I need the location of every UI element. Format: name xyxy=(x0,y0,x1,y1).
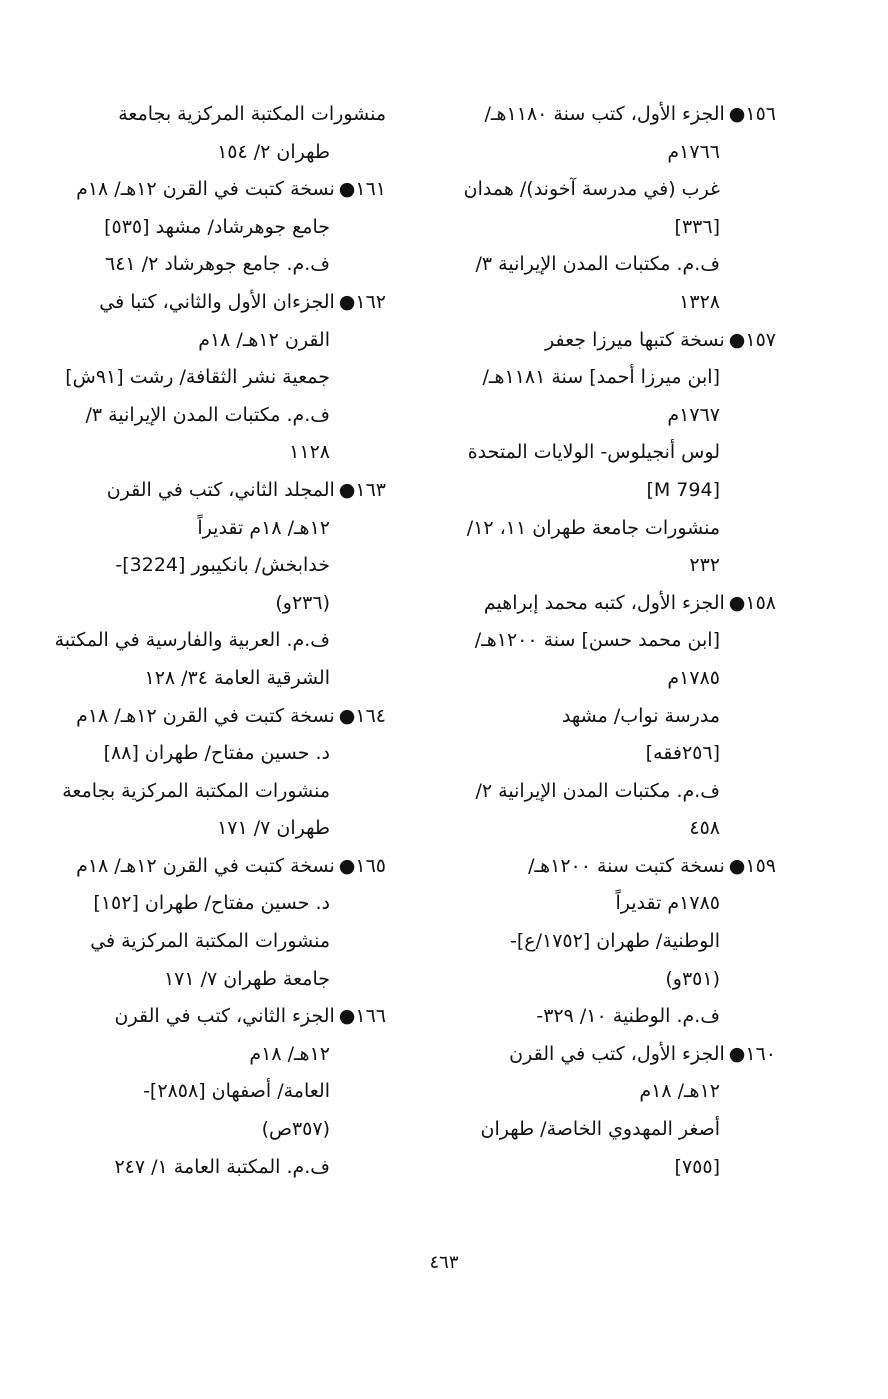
entry-text: الجزء الأول، كتب سنة ١١٨٠هـ/ xyxy=(484,103,725,125)
entry-line: أصغر المهدوي الخاصة/ طهران xyxy=(480,1118,720,1141)
entry-text: الجزءان الأول والثاني، كتبا في xyxy=(99,290,335,313)
entry-line: ف.م. مكتبات المدن الإيرانية ٢/ xyxy=(475,779,720,802)
entry-line: ١٧٦٧م xyxy=(667,403,720,426)
entry-line: ف.م. مكتبات المدن الإيرانية ٣/ xyxy=(85,403,330,426)
entry-first-line xyxy=(46,284,386,322)
catalog-entry xyxy=(438,96,776,322)
entry-number: ١٦٣ xyxy=(355,478,386,501)
entry-line: جامع جوهرشاد/ مشهد [٥٣٥] xyxy=(104,215,330,238)
entry-line: طهران ٢/ ١٥٤ xyxy=(217,140,330,163)
entry-text: نسخة كتبت في القرن ١٢هـ/ ١٨م xyxy=(76,704,335,727)
catalog-entry xyxy=(46,171,386,284)
entry-line: العامة/ أصفهان [٢٨٥٨]- xyxy=(143,1080,330,1103)
catalog-entry xyxy=(46,848,386,998)
entry-text: نسخة كتبت سنة ١٢٠٠هـ/ xyxy=(528,854,725,877)
entry-line: لوس أنجيلوس- الولايات المتحدة xyxy=(467,441,720,464)
catalog-entry xyxy=(46,698,386,848)
entry-number: ١٦٦ xyxy=(355,1005,386,1028)
entry-first-line xyxy=(438,96,776,134)
entry-number: ١٥٨ xyxy=(745,591,776,614)
entry-text: المجلد الثاني، كتب في القرن xyxy=(106,478,335,501)
entry-number: ١٦٥ xyxy=(355,854,386,877)
entry-line: ١٧٦٦م xyxy=(667,140,720,163)
entry-line: الوطنية/ طهران [١٧٥٢/ع]- xyxy=(510,930,720,953)
entry-first-line xyxy=(46,171,386,209)
bullet-icon: ● xyxy=(728,328,746,351)
entry-number: ١٦١ xyxy=(355,178,386,201)
entry-line: الشرقية العامة ٣٤/ ١٢٨ xyxy=(144,666,330,689)
entry-line: منشورات المكتبة المركزية بجامعة xyxy=(62,779,330,802)
entry-text: الجزء الثاني، كتب في القرن xyxy=(114,1005,335,1028)
bullet-icon: ● xyxy=(338,478,356,501)
entry-line: (٣٥٧ص) xyxy=(261,1118,330,1141)
entry-number: ١٥٩ xyxy=(745,854,776,877)
entry-number: ١٦٤ xyxy=(355,704,386,727)
entry-line: [ابن ميرزا أحمد] سنة ١١٨١هـ/ xyxy=(482,366,720,389)
left-column xyxy=(46,96,386,1186)
bullet-icon: ● xyxy=(338,178,356,201)
entry-first-line xyxy=(438,322,776,360)
entry-first-line xyxy=(46,472,386,510)
entry-first-line xyxy=(438,1036,776,1074)
entry-text: نسخة كتبت في القرن ١٢هـ/ ١٨م xyxy=(76,854,335,877)
entry-line: ف.م. المكتبة العامة ١/ ٢٤٧ xyxy=(114,1155,330,1178)
bullet-icon: ● xyxy=(728,854,746,877)
entry-text: نسخة كتبت في القرن ١٢هـ/ ١٨م xyxy=(76,178,335,201)
entry-line: د. حسين مفتاح/ طهران [٨٨] xyxy=(103,742,330,765)
entry-line: مدرسة نواب/ مشهد xyxy=(561,704,720,727)
catalog-entry xyxy=(46,998,386,1186)
entry-line: (٢٣٦و) xyxy=(275,591,330,614)
entry-number: ١٥٦ xyxy=(745,103,776,125)
entry-line: ٢٣٢ xyxy=(689,554,720,577)
entry-line: غرب (في مدرسة آخوند)/ همدان xyxy=(463,178,720,201)
catalog-entry xyxy=(438,1036,776,1186)
entry-number: ١٦٢ xyxy=(355,290,386,313)
entry-line: ١٢هـ/ ١٨م xyxy=(249,1042,330,1065)
entry-first-line xyxy=(46,998,386,1036)
page-number: ٤٦٣ xyxy=(429,1252,459,1273)
entry-line: [٣٣٦] xyxy=(674,215,720,238)
entry-line: ف.م. مكتبات المدن الإيرانية ٣/ xyxy=(475,253,720,276)
bullet-icon: ● xyxy=(728,103,746,125)
entry-line: ١٢هـ/ ١٨م تقديراً xyxy=(197,516,330,539)
entry-text: الجزء الأول، كتب في القرن xyxy=(509,1042,725,1065)
entry-line: جامعة طهران ٧/ ١٧١ xyxy=(163,967,330,990)
entry-first-line xyxy=(438,585,776,623)
entry-line: خدابخش/ بانكيبور [3224]- xyxy=(115,554,330,577)
entry-line: [٢٥٦فقه] xyxy=(645,742,720,765)
catalog-entry xyxy=(46,284,386,472)
catalog-entry xyxy=(438,585,776,848)
entry-text: نسخة كتبها ميرزا جعفر xyxy=(545,328,725,351)
entry-number: ١٥٧ xyxy=(745,328,776,351)
entry-line: [M 794] xyxy=(646,478,720,501)
catalog-entry xyxy=(46,472,386,698)
entry-line: جمعية نشر الثقافة/ رشت [٩١ش] xyxy=(65,366,330,389)
entry-line: ف.م. جامع جوهرشاد ٢/ ٦٤١ xyxy=(104,253,330,276)
entry-text: الجزء الأول، كتبه محمد إبراهيم xyxy=(483,591,725,614)
entry-line: ١٢هـ/ ١٨م xyxy=(639,1080,720,1103)
entry-number: ١٦٠ xyxy=(745,1042,776,1065)
bullet-icon: ● xyxy=(728,1042,746,1065)
entry-first-line xyxy=(438,848,776,886)
entry-line: ١١٢٨ xyxy=(289,441,330,464)
entry-line: ١٧٨٥م xyxy=(667,666,720,689)
continued-entry xyxy=(46,96,386,171)
bullet-icon: ● xyxy=(338,854,356,877)
right-column xyxy=(438,96,776,1186)
entry-line: منشورات جامعة طهران ١١، ١٢/ xyxy=(466,516,720,539)
entry-line: (٣٥١و) xyxy=(665,967,720,990)
entry-line: طهران ٧/ ١٧١ xyxy=(217,817,330,840)
bullet-icon: ● xyxy=(728,591,746,614)
entry-first-line xyxy=(46,848,386,886)
entry-line: [٧٥٥] xyxy=(674,1155,720,1178)
entry-first-line xyxy=(46,698,386,736)
entry-line: القرن ١٢هـ/ ١٨م xyxy=(198,328,330,351)
entry-line: منشورات المكتبة المركزية بجامعة xyxy=(118,103,386,125)
entry-line: ١٧٨٥م تقديراً xyxy=(615,892,720,915)
entry-line: ٤٥٨ xyxy=(689,817,720,840)
bullet-icon: ● xyxy=(338,290,356,313)
bullet-icon: ● xyxy=(338,1005,356,1028)
entry-line: [ابن محمد حسن] سنة ١٢٠٠هـ/ xyxy=(474,629,720,652)
entry-line: ف.م. الوطنية ١٠/ ٣٢٩- xyxy=(536,1005,720,1028)
entry-line: ١٣٢٨ xyxy=(679,290,720,313)
entry-line: ف.م. العربية والفارسية في المكتبة xyxy=(54,629,330,652)
bullet-icon: ● xyxy=(338,704,356,727)
entry-line: منشورات المكتبة المركزية في xyxy=(90,930,330,953)
catalog-entry xyxy=(438,848,776,1036)
entry-line: د. حسين مفتاح/ طهران [١٥٢] xyxy=(93,892,330,915)
catalog-entry xyxy=(438,322,776,585)
